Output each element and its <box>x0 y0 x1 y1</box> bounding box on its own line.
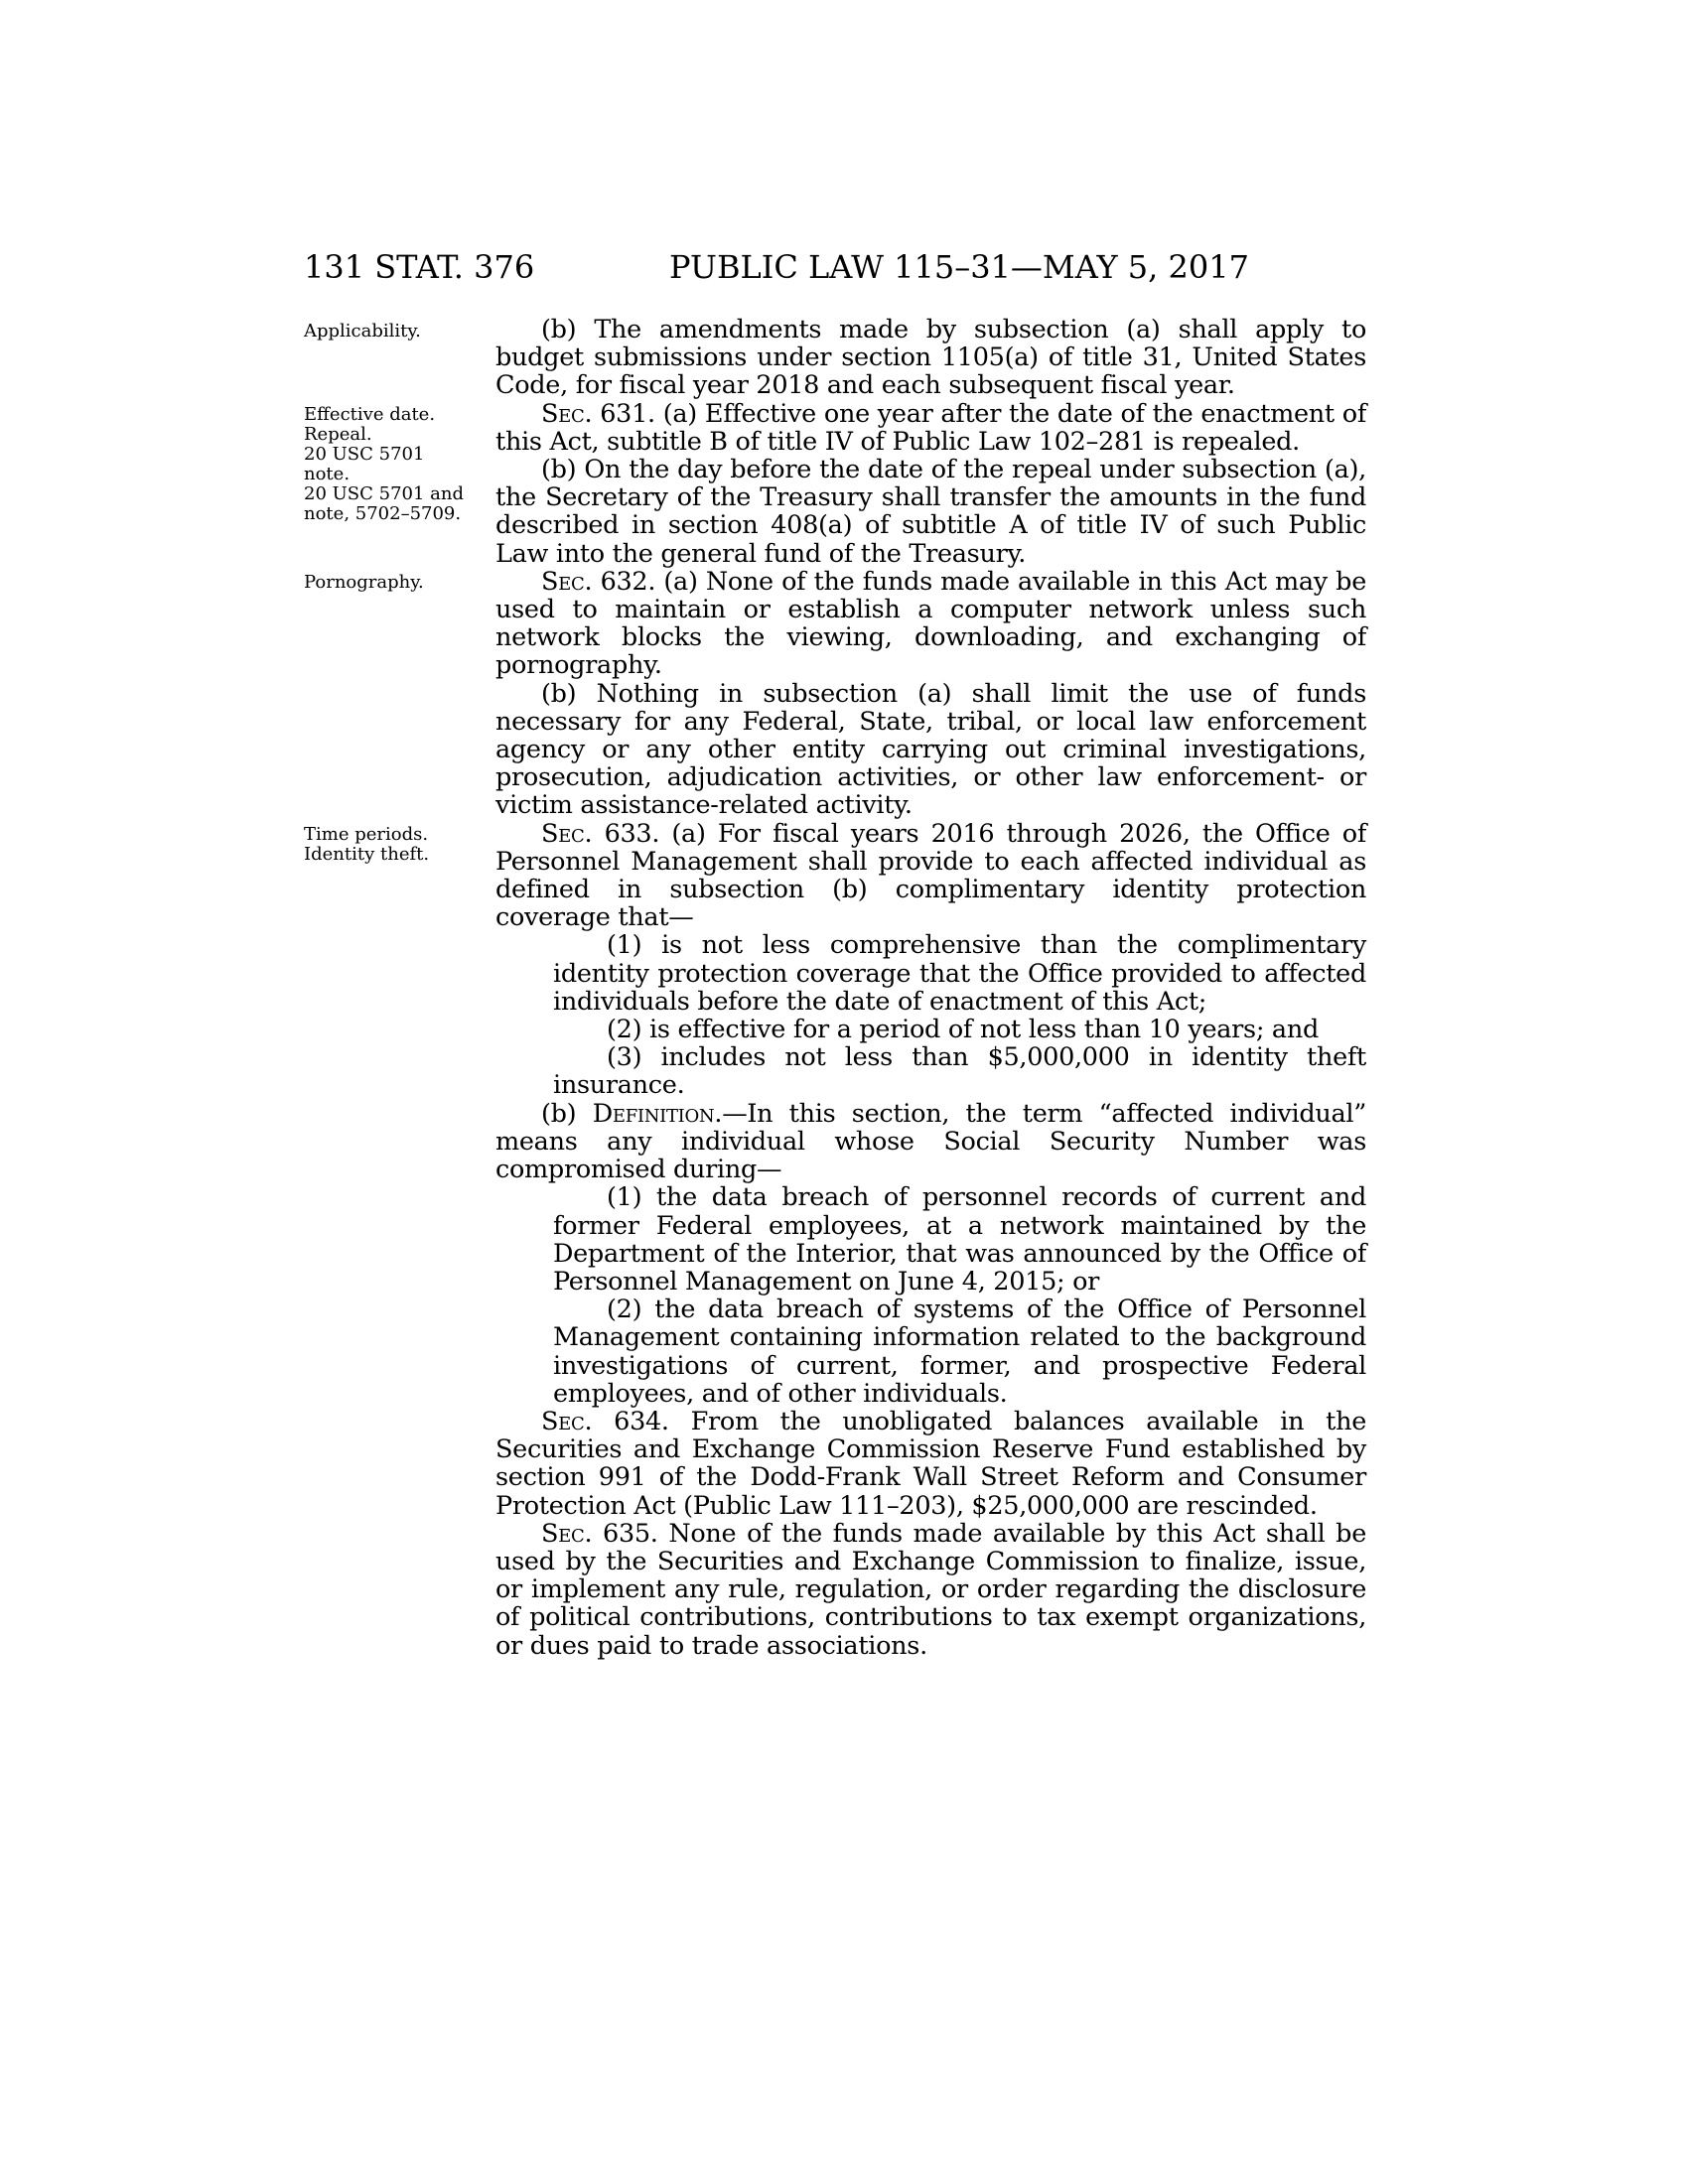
paragraph-text: 634. From the unobligated balances available in the Securities and Exchange Commission Reserve Fund established by section 991 of the Dodd-Frank Wall Street Reform and Consumer Protection Act (Public Law 111–203), $25,000,000 are rescinded. <box>495 1406 1366 1521</box>
list-item: (1) the data breach of personnel records of current and former Federal employees, at a network maintained by the Department of the Interior, that was announced by the Office of Personnel Management on June 4, 2015; or <box>553 1182 1366 1297</box>
paragraph-text: .—In this section, the term “affected individual” means any individual whose Social Security Number was compromised during— <box>495 1098 1366 1185</box>
section-label: Sec. <box>541 1406 593 1436</box>
definition-paragraph <box>495 1100 1366 1184</box>
definition-heading: Definition <box>592 1098 715 1129</box>
paragraph-text: 632. (a) None of the funds made available in this Act may be used to maintain or establish a computer network unless such network blocks the viewing, downloading, and exchanging of pornography. <box>495 566 1366 681</box>
paragraph-prefix: (b) <box>541 1098 593 1129</box>
page-running-title: PUBLIC LAW 115–31—MAY 5, 2017 <box>669 248 1249 286</box>
paragraph-text: 631. (a) Effective one year after the date of the enactment of this Act, subtitle B of title IV of Public Law 102–281 is repealed. <box>495 398 1366 457</box>
list-item: (1) is not less comprehensive than the complimentary identity protection coverage that the Office provided to affected individuals before the date of enactment of this Act; <box>553 930 1366 1017</box>
margin-note-pornography: Pornography. <box>304 572 424 593</box>
paragraph-text: 633. (a) For fiscal years 2016 through 2026, the Office of Personnel Management shall provide to each affected individual as defined in subsection (b) complimentary identity protection coverage that— <box>495 818 1366 933</box>
margin-note-applicability: Applicability. <box>304 321 421 341</box>
list-item: (2) is effective for a period of not less than 10 years; and <box>607 1015 1319 1045</box>
list-item: (2) the data breach of systems of the Office of Personnel Management containing information related to the background investigations of current, former, and prospective Federal employees, and of other individuals. <box>553 1295 1366 1409</box>
section-631 <box>495 400 1366 456</box>
section-635 <box>495 1520 1366 1660</box>
section-label: Sec. <box>541 398 593 429</box>
margin-note-time-periods: Time periods. Identity theft. <box>304 824 430 865</box>
section-632 <box>495 568 1366 680</box>
section-634 <box>495 1408 1366 1520</box>
list-item: (3) includes not less than $5,000,000 in identity theft insurance. <box>553 1042 1366 1101</box>
page-stat-number: 131 STAT. 376 <box>304 248 535 286</box>
section-label: Sec. <box>541 1518 593 1549</box>
paragraph: (b) Nothing in subsection (a) shall limit the use of funds necessary for any Federal, State, tribal, or local law enforcement agency or any other entity carrying out criminal investigations, prosecution, adjudication activities, or other law enforcement- or victim assistance-related activity. <box>495 678 1366 821</box>
paragraph: (b) The amendments made by subsection (a) shall apply to budget submissions under section 1105(a) of title 31, United States Code, for fiscal year 2018 and each subsequent fiscal year. <box>495 315 1366 401</box>
section-label: Sec. <box>541 818 593 849</box>
margin-note-effective-date: Effective date. Repeal. 20 USC 5701 note. 20 USC 5701 and note, 5702–5709. <box>304 404 464 524</box>
section-633 <box>495 820 1366 932</box>
body-text <box>495 316 1366 1660</box>
paragraph-text: 635. None of the funds made available by this Act shall be used by the Securities and Exchange Commission to finalize, issue, or implement any rule, regulation, or order regarding the disclosure of political contributions, contributions to tax exempt organizations, or dues paid to trade associations. <box>495 1518 1366 1661</box>
section-label: Sec. <box>541 566 593 597</box>
paragraph: (b) On the day before the date of the repeal under subsection (a), the Secretary of the Treasury shall transfer the amounts in the fund described in section 408(a) of subtitle A of title IV of such Public Law into the general fund of the Treasury. <box>495 455 1366 569</box>
